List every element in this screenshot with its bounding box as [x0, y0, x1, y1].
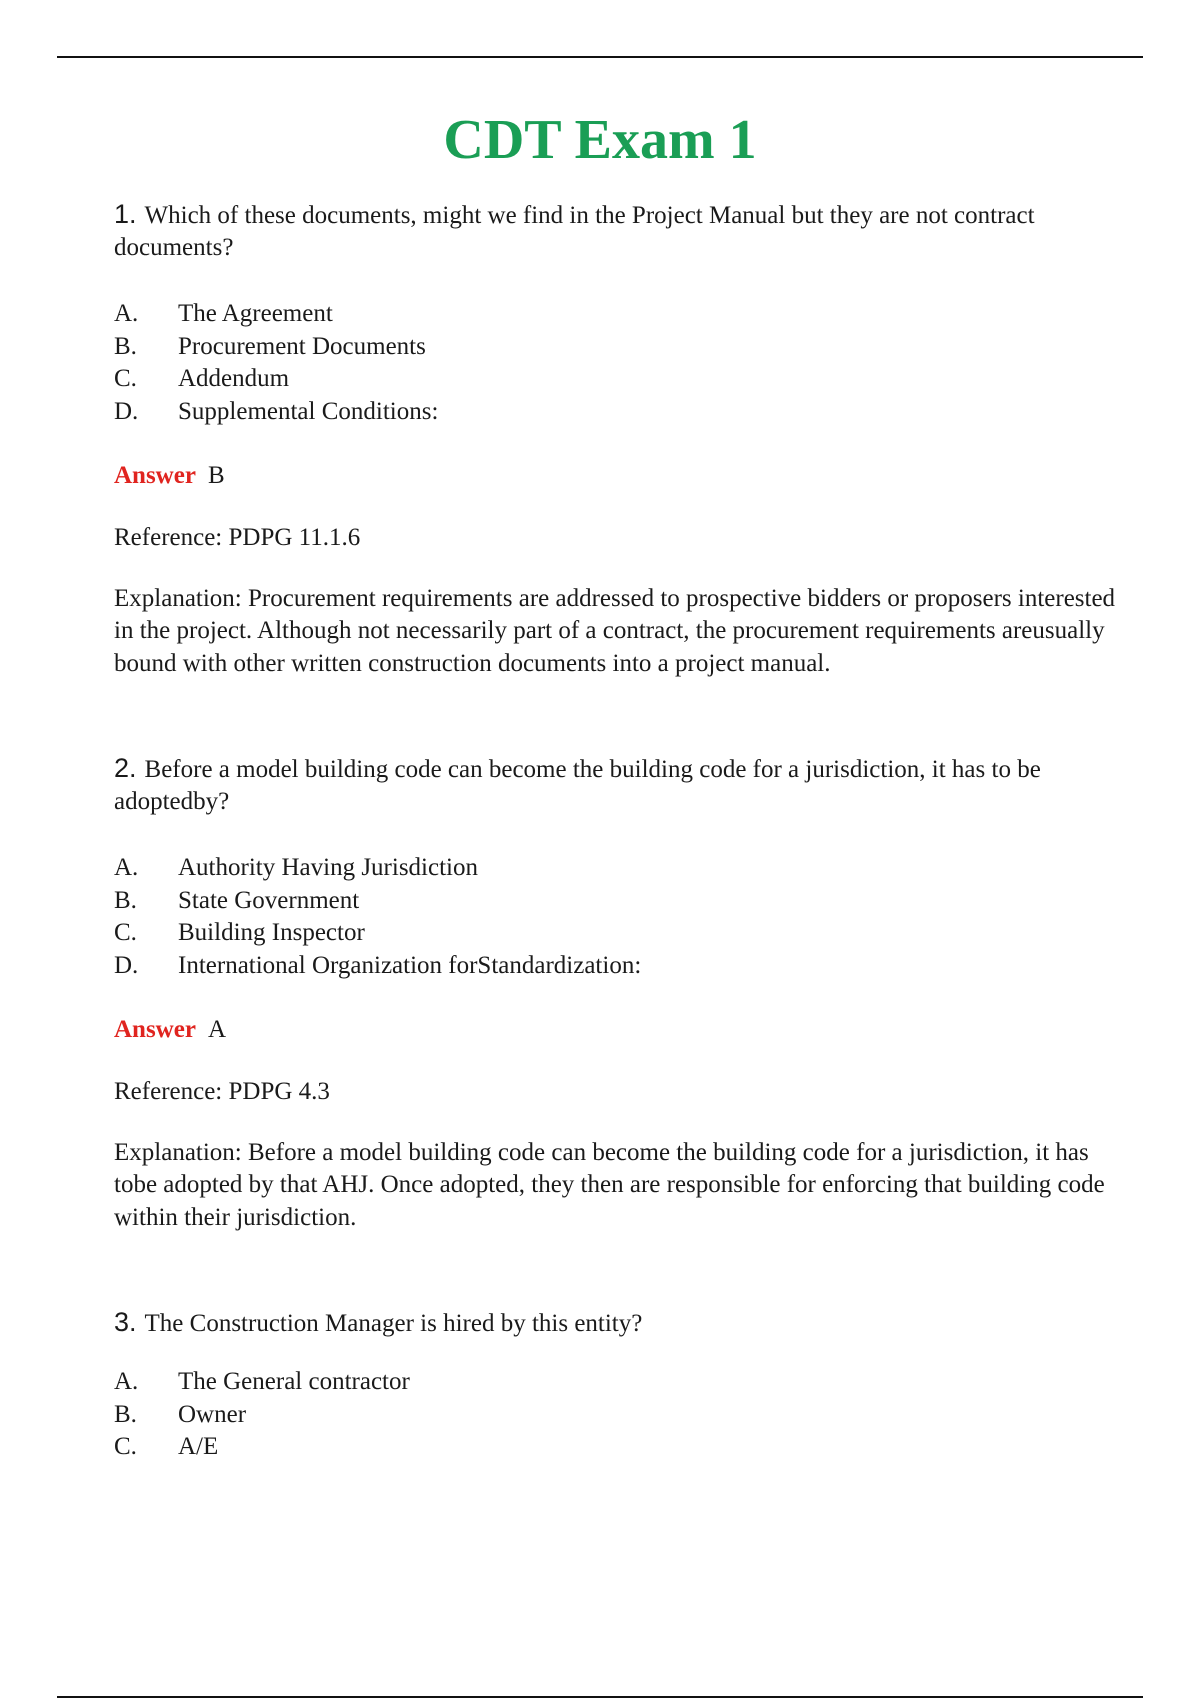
question-3-options	[114, 1366, 1134, 1464]
option-text: Building Inspector	[178, 919, 365, 946]
question-1-text	[114, 198, 1134, 264]
question-2-prompt: Before a model building code can become the building code for a jurisdiction, it has to be adoptedby?	[114, 756, 1041, 815]
page-title: CDT Exam 1	[443, 108, 757, 171]
answer-label: Answer	[114, 462, 196, 489]
question-3-number: 3.	[114, 1307, 137, 1337]
exam-content	[114, 198, 1134, 1464]
question-1-reference: Reference: PDPG 11.1.6	[114, 524, 361, 551]
option-text: The General contractor	[178, 1368, 410, 1395]
question-1-option-a	[114, 298, 1134, 331]
option-letter: C.	[114, 919, 137, 946]
option-text: Owner	[178, 1400, 247, 1428]
question-2	[114, 752, 1134, 1234]
question-2-explanation: Explanation: Before a model building code can become the building code for a jurisdiction, it has tobe adopted by that AHJ. Once adopted, they then are responsible for enforcing that building code within their jurisdiction.	[114, 1138, 1105, 1231]
option-letter: A.	[114, 300, 139, 327]
option-letter: C.	[114, 365, 137, 392]
question-1-options	[114, 298, 1134, 428]
question-1-option-d	[114, 396, 1134, 429]
question-3	[114, 1306, 1134, 1464]
option-text: State Government	[178, 886, 360, 914]
question-1-number: 1.	[114, 199, 137, 229]
question-2-option-c	[114, 917, 1134, 950]
question-2-reference: Reference: PDPG 4.3	[114, 1078, 330, 1105]
answer-label: Answer	[114, 1016, 196, 1043]
option-text: A/E	[178, 1433, 219, 1460]
answer-value: B	[207, 462, 225, 489]
option-letter: B.	[114, 332, 137, 360]
answer-value: A	[207, 1016, 226, 1043]
option-letter: A.	[114, 1368, 139, 1395]
question-1-prompt: Which of these documents, might we find in the Project Manual but they are not contract documents?	[114, 202, 1035, 261]
question-1-option-c	[114, 363, 1134, 396]
option-letter: B.	[114, 1400, 137, 1428]
question-2-option-b	[114, 885, 1134, 918]
question-1-explanation: Explanation: Procurement requirements are addressed to prospective bidders or proposers interested in the project. Although not necessarily part of a contract, the procurement requirements areusually bound with other written construction documents into a project manual.	[114, 584, 1116, 677]
option-letter: B.	[114, 886, 137, 914]
option-text: Supplemental Conditions:	[178, 397, 439, 425]
question-2-answer	[114, 1014, 1134, 1046]
option-letter: D.	[114, 951, 139, 979]
top-rule	[57, 56, 1143, 58]
option-text: Procurement Documents	[178, 332, 426, 360]
question-2-number: 2.	[114, 753, 137, 783]
question-3-text	[114, 1306, 1134, 1340]
option-text: Addendum	[178, 365, 290, 392]
question-2-option-d	[114, 950, 1134, 983]
question-3-option-b	[114, 1399, 1134, 1432]
question-2-text	[114, 752, 1134, 818]
option-letter: D.	[114, 397, 139, 425]
option-text: The Agreement	[178, 300, 333, 327]
question-2-options	[114, 852, 1134, 982]
question-1	[114, 198, 1134, 680]
question-3-prompt: The Construction Manager is hired by this entity?	[144, 1310, 643, 1337]
question-2-option-a	[114, 852, 1134, 885]
question-3-option-a	[114, 1366, 1134, 1399]
question-1-answer	[114, 460, 1134, 492]
option-letter: A.	[114, 854, 139, 881]
option-letter: C.	[114, 1433, 137, 1460]
option-text: International Organization forStandardization:	[178, 951, 642, 979]
bottom-rule	[57, 1696, 1143, 1698]
option-text: Authority Having Jurisdiction	[178, 854, 478, 881]
question-1-option-b	[114, 331, 1134, 364]
question-3-option-c	[114, 1431, 1134, 1464]
